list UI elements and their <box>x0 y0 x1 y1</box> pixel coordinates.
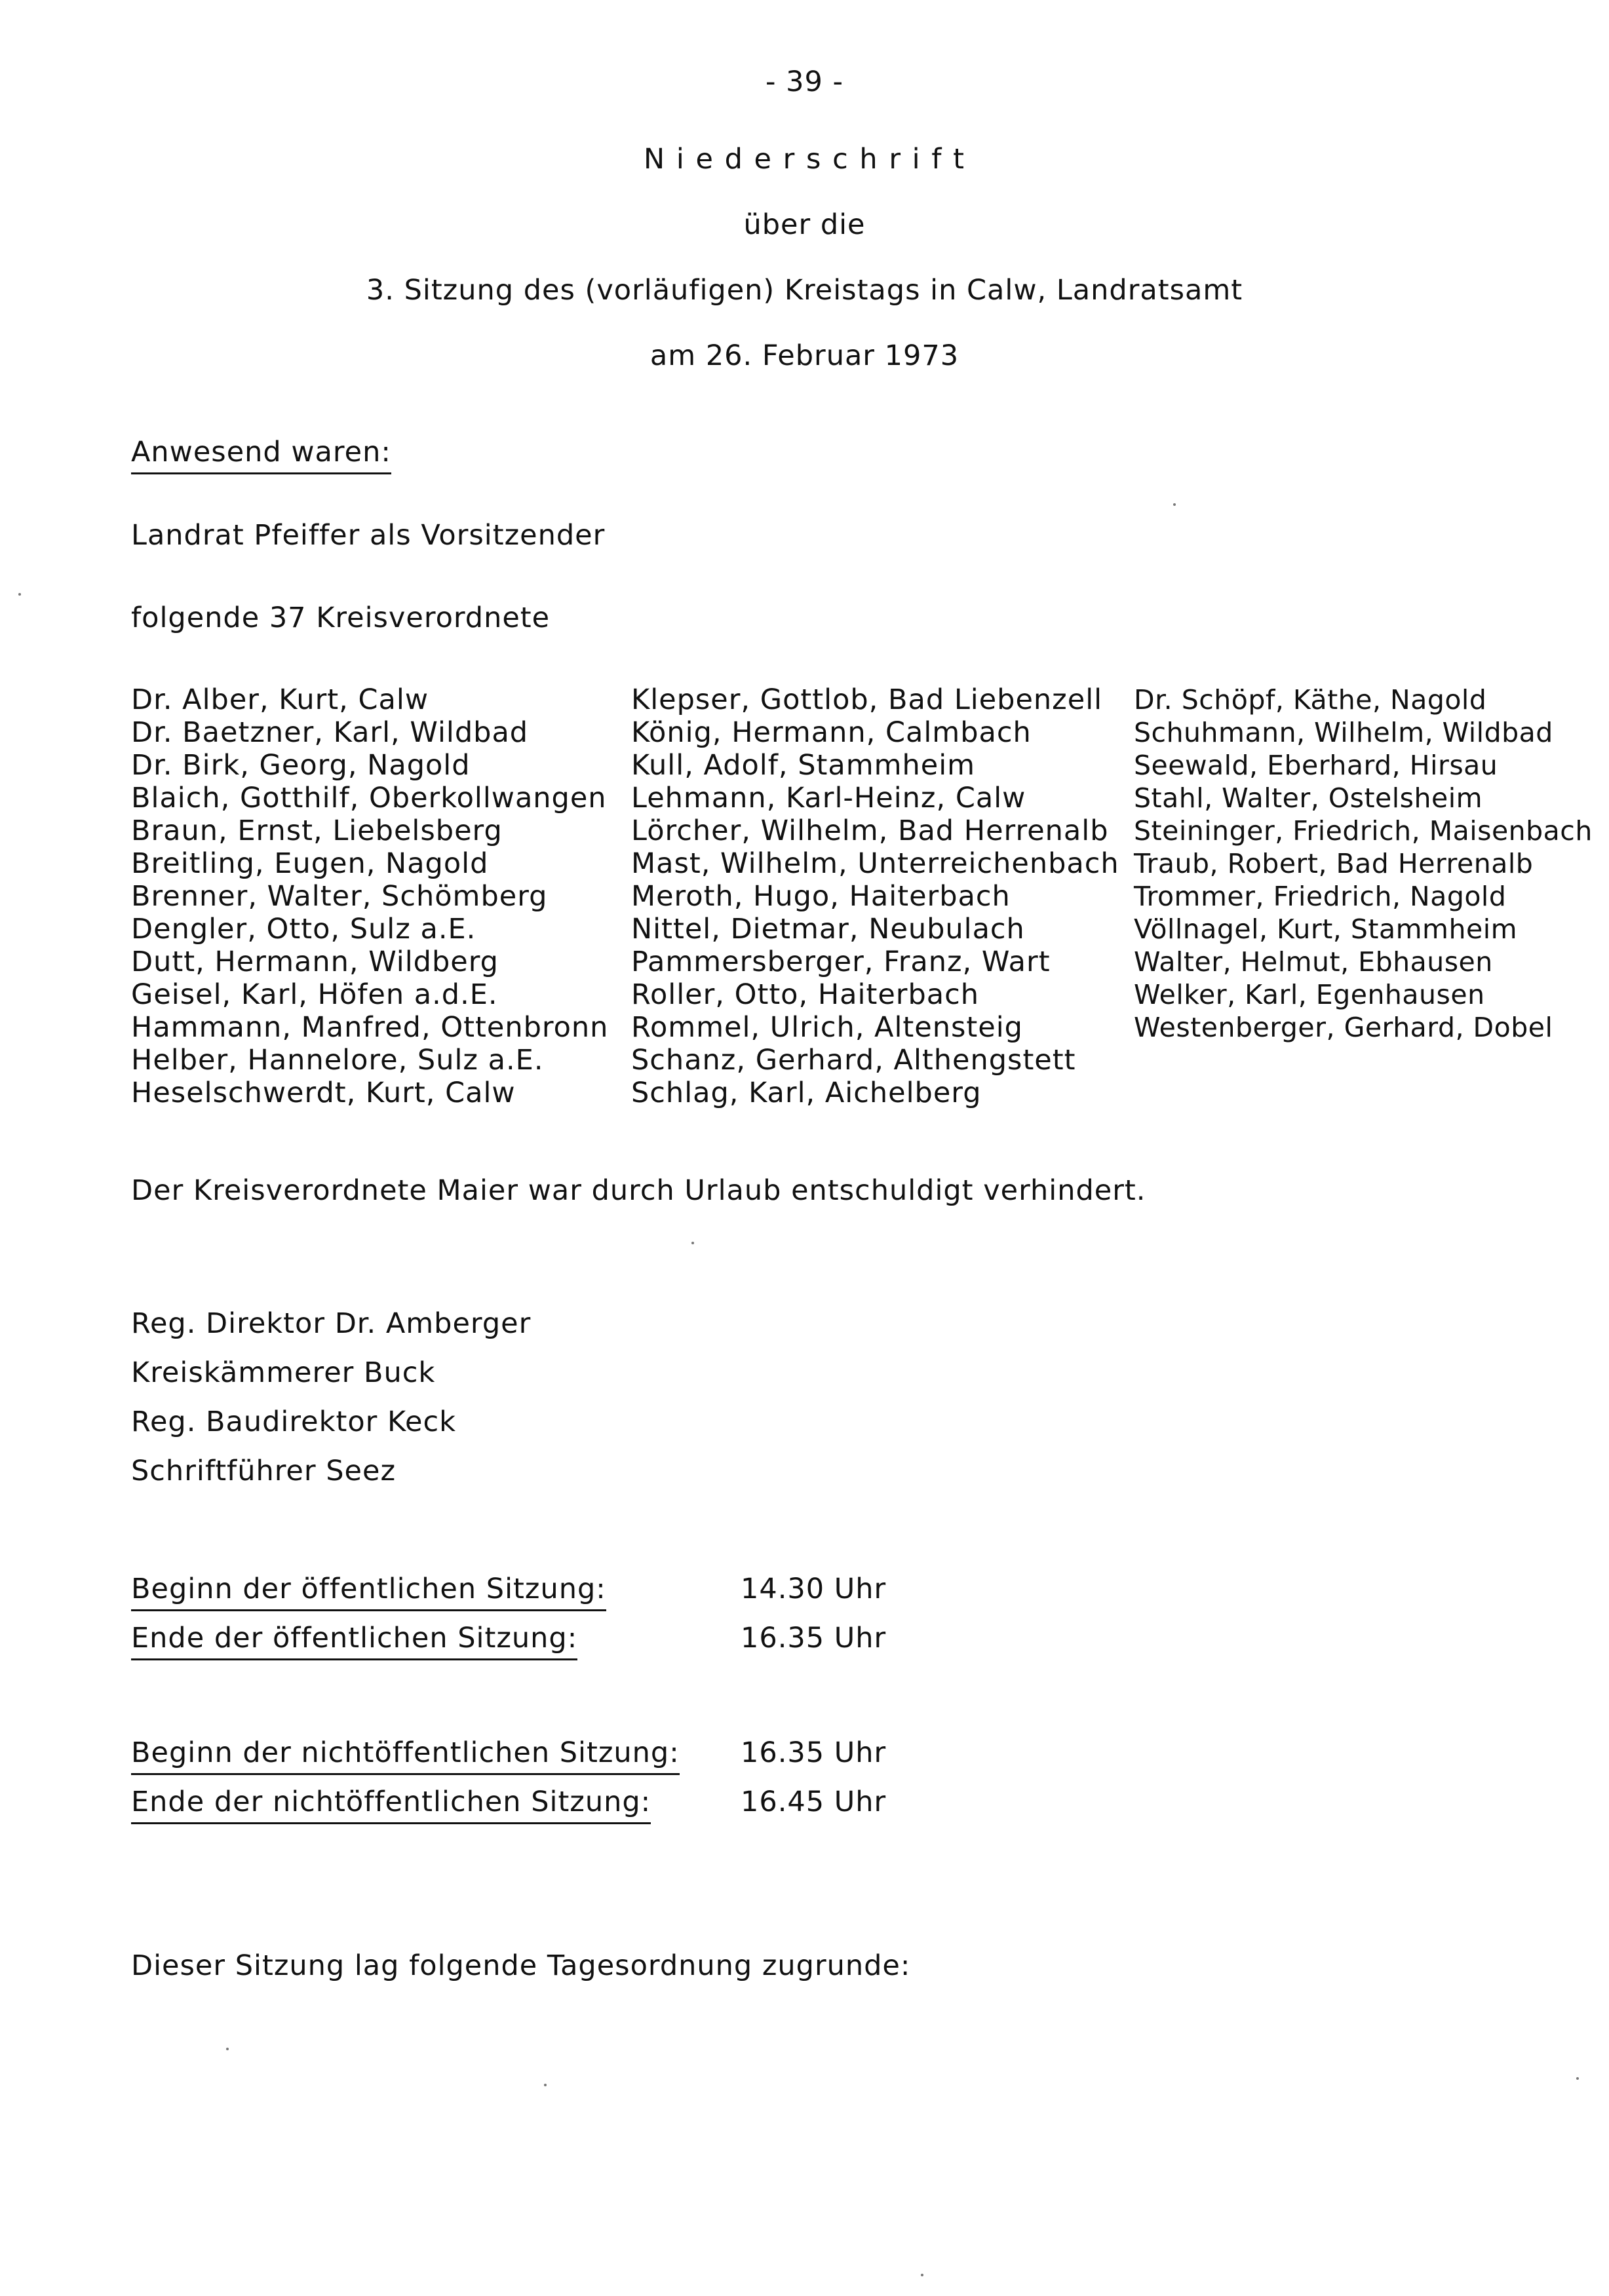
list-item: Breitling, Eugen, Nagold <box>131 847 489 880</box>
scan-speck <box>18 593 21 596</box>
page-number: - 39 - <box>765 66 844 98</box>
official-line: Schriftführer Seez <box>131 1455 397 1487</box>
list-item: Traub, Robert, Bad Herrenalb <box>1134 848 1534 879</box>
members-intro: folgende 37 Kreisverordnete <box>131 602 551 634</box>
list-item: Schuhmann, Wilhelm, Wildbad <box>1134 717 1553 748</box>
list-item: Klepser, Gottlob, Bad Liebenzell <box>631 683 1103 716</box>
members-column-3 <box>1134 683 1593 1044</box>
members-column-2 <box>631 683 1119 1109</box>
list-item: Lehmann, Karl-Heinz, Calw <box>631 782 1026 814</box>
list-item: Lörcher, Wilhelm, Bad Herrenalb <box>631 814 1109 847</box>
list-item: Pammersberger, Franz, Wart <box>631 946 1051 978</box>
list-item: Westenberger, Gerhard, Dobel <box>1134 1012 1553 1043</box>
list-item: Dr. Birk, Georg, Nagold <box>131 749 471 782</box>
list-item: Welker, Karl, Egenhausen <box>1134 979 1485 1010</box>
official-line: Reg. Baudirektor Keck <box>131 1406 457 1438</box>
list-item: Schlag, Karl, Aichelberg <box>631 1077 982 1109</box>
list-item: Stahl, Walter, Ostelsheim <box>1134 782 1483 814</box>
time-label: Ende der öffentlichen Sitzung: <box>131 1622 577 1660</box>
list-item: Trommer, Friedrich, Nagold <box>1134 881 1507 912</box>
official-line: Kreiskämmerer Buck <box>131 1356 436 1389</box>
scan-speck <box>226 2048 229 2050</box>
scan-speck <box>1173 503 1176 506</box>
heading-line-4: am 26. Februar 1973 <box>649 339 960 372</box>
list-item: Nittel, Dietmar, Neubulach <box>631 913 1025 946</box>
scan-speck <box>921 2274 923 2276</box>
excused-note: Der Kreisverordnete Maier war durch Urlaub entschuldigt verhindert. <box>131 1174 1146 1207</box>
nonpublic-session-end <box>131 1786 918 1825</box>
list-item: Helber, Hannelore, Sulz a.E. <box>131 1044 544 1077</box>
attendance-header <box>131 436 391 474</box>
scan-speck <box>1576 2077 1579 2080</box>
list-item: Seewald, Eberhard, Hirsau <box>1134 750 1498 781</box>
list-item: Brenner, Walter, Schömberg <box>131 880 548 913</box>
time-label: Beginn der nichtöffentlichen Sitzung: <box>131 1736 680 1775</box>
attendance-header-text: Anwesend waren: <box>131 436 391 474</box>
list-item: Geisel, Karl, Höfen a.d.E. <box>131 978 498 1011</box>
time-value: 16.35 Uhr <box>741 1622 887 1655</box>
nonpublic-session-start <box>131 1736 918 1776</box>
list-item: Schanz, Gerhard, Althengstett <box>631 1044 1076 1077</box>
list-item: Dr. Baetzner, Karl, Wildbad <box>131 716 529 749</box>
list-item: Kull, Adolf, Stammheim <box>631 749 976 782</box>
list-item: Walter, Helmut, Ebhausen <box>1134 946 1493 978</box>
public-session-end <box>131 1622 918 1661</box>
list-item: Meroth, Hugo, Haiterbach <box>631 880 1011 913</box>
list-item: Dr. Schöpf, Käthe, Nagold <box>1134 684 1487 716</box>
list-item: Dutt, Hermann, Wildberg <box>131 946 499 978</box>
time-value: 16.35 Uhr <box>741 1736 887 1769</box>
list-item: Blaich, Gotthilf, Oberkollwangen <box>131 782 607 814</box>
scan-speck <box>691 1242 694 1244</box>
list-item: Braun, Ernst, Liebelsberg <box>131 814 503 847</box>
time-label: Beginn der öffentlichen Sitzung: <box>131 1573 606 1611</box>
time-label: Ende der nichtöffentlichen Sitzung: <box>131 1786 651 1824</box>
list-item: Dengler, Otto, Sulz a.E. <box>131 913 476 946</box>
list-item: Heselschwerdt, Kurt, Calw <box>131 1077 516 1109</box>
list-item: Roller, Otto, Haiterbach <box>631 978 979 1011</box>
time-value: 16.45 Uhr <box>741 1786 887 1818</box>
agenda-intro: Dieser Sitzung lag folgende Tagesordnung zugrunde: <box>131 1949 911 1982</box>
public-session-start <box>131 1573 918 1612</box>
list-item: Völlnagel, Kurt, Stammheim <box>1134 913 1518 945</box>
list-item: Dr. Alber, Kurt, Calw <box>131 683 429 716</box>
heading-line-2: über die <box>743 208 866 241</box>
chair-line: Landrat Pfeiffer als Vorsitzender <box>131 519 606 552</box>
list-item: Steininger, Friedrich, Maisenbach <box>1134 815 1593 847</box>
members-column-1 <box>131 683 608 1109</box>
list-item: König, Hermann, Calmbach <box>631 716 1032 749</box>
time-value: 14.30 Uhr <box>741 1573 887 1605</box>
document-title: N i e d e r s c h r i f t <box>644 143 965 176</box>
list-item: Rommel, Ulrich, Altensteig <box>631 1011 1023 1044</box>
official-line: Reg. Direktor Dr. Amberger <box>131 1307 532 1340</box>
scan-speck <box>544 2084 547 2086</box>
list-item: Hammann, Manfred, Ottenbronn <box>131 1011 609 1044</box>
list-item: Mast, Wilhelm, Unterreichenbach <box>631 847 1119 880</box>
heading-line-3: 3. Sitzung des (vorläufigen) Kreistags in Calw, Landratsamt <box>366 274 1243 307</box>
